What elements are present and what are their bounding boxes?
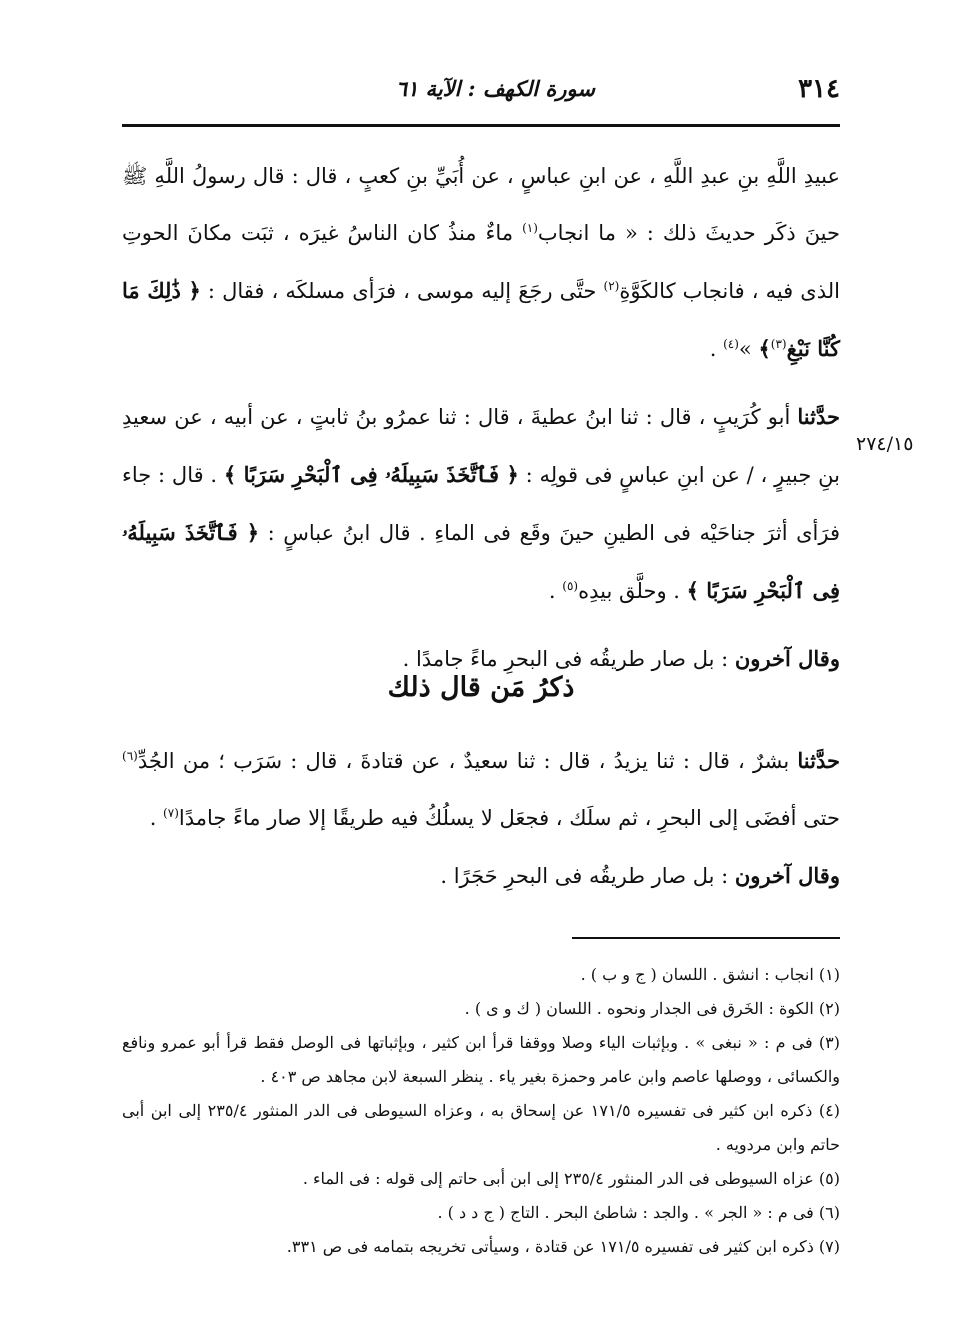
quran-quote-end: ﴾ — [758, 336, 771, 361]
header-rule — [122, 124, 840, 127]
paragraph-lead: حدَّثنا — [797, 404, 840, 429]
paragraph-4 — [122, 732, 840, 847]
paragraph-1 — [122, 148, 840, 378]
footnote-2: (٢) الكوة : الخَرق فى الجدار ونحوه . اللسان ( ك و ى ) . — [464, 999, 840, 1018]
text-segment: : بل صار طريقُه فى البحرِ حَجَرًا . — [440, 864, 735, 888]
footnote-ref-1: (١) — [522, 221, 538, 235]
quran-quote: ﴿ ذَٰلِكَ مَا كُنَّا نَبْغِ — [122, 278, 840, 361]
main-text-continued — [122, 732, 840, 905]
text-segment: . — [709, 337, 724, 361]
footnote-ref-4: (٤) — [723, 337, 739, 351]
paragraph-lead: وقال آخرون — [734, 646, 840, 671]
footnote-ref-5: (٥) — [562, 579, 579, 593]
main-text — [122, 148, 840, 688]
footnote-ref-3: (٣) — [770, 337, 787, 351]
footnote-ref-6: (٦) — [122, 749, 138, 763]
footnote-6: (٦) فى م : « الجر » . والجد : شاطئ البحر . التاج ( ج د د ) . — [437, 1203, 840, 1222]
running-head: سورة الكهف : الآية ٦١ — [395, 76, 595, 101]
text-segment: بشرٌ ، قال : ثنا يزيدُ ، قال : ثنا سعيدٌ ، عن قتادةَ ، قال : سَرَب ؛ من الجُدِّ — [137, 749, 798, 773]
text-segment: : بل صار طريقُه فى البحرِ ماءً جامدًا . — [402, 647, 735, 671]
text-segment: . — [149, 806, 164, 830]
text-segment: . قال : جاء فرَأى أثرَ جناحَيْه فى الطينِ حينَ وقَع فى الماءِ . قال ابنُ عباسٍ : — [122, 463, 840, 545]
footnote-1: (١) انجاب : انشق . اللسان ( ج و ب ) . — [580, 965, 840, 984]
text-segment: . وحلَّق بيدِه — [578, 579, 687, 603]
text-segment: » — [738, 337, 759, 361]
footnote-4: (٤) ذكره ابن كثير فى تفسيره ١٧١/٥ عن إسحاق به ، وعزاه السيوطى فى الدر المنثور ٢٣٥/٤ إلى ابن أبى حاتم وابن مردويه . — [122, 1101, 841, 1154]
footnotes — [122, 958, 840, 1264]
footnote-ref-7: (٧) — [163, 806, 179, 820]
quran-quote: ﴿ فَٱتَّخَذَ سَبِيلَهُۥ فِى ٱلْبَحْرِ سَرَبًا ﴾ — [223, 462, 519, 487]
quran-quote: ﴿ فَٱتَّخَذَ سَبِيلَهُۥ فِى ٱلْبَحْرِ سَرَبًا ﴾ — [122, 520, 840, 603]
paragraph-lead: حدَّثنا — [797, 748, 840, 773]
footnote-ref-2: (٢) — [603, 279, 620, 293]
text-segment: ماءٌ منذُ كان الناسُ غيرَه ، ثبَت مكانَ الحوتِ الذى فيه ، فانجاب كالكَوَّةِ — [122, 221, 840, 303]
page-header — [122, 74, 840, 114]
paragraph-2 — [122, 388, 840, 620]
page-number: ٣١٤ — [798, 74, 840, 104]
footnote-rule — [572, 937, 840, 939]
paragraph-5 — [122, 847, 840, 905]
text-segment: عبيدِ اللَّهِ بنِ عبدِ اللَّهِ ، عن ابنِ عباسٍ ، عن أُبَيِّ بنِ كعبٍ ، قال : قال رسولُ اللَّهِ ﷺ حينَ ذكَر حديثَ ذلك : « ما انجاب — [122, 164, 840, 245]
section-heading: ذكرُ مَن قال ذلك — [387, 672, 575, 703]
footnote-3: (٣) فى م : « نبغى » . وبإثبات الياء وصلا ووقفا قرأ ابن كثير ، وبإثباتها فى الوصل فقط قرأ أبو عمرو ونافع والكسائى ، ووصلها عاصم وابن عامر وحمزة بغير ياء . ينظر السبعة لابن مجاهد ص ٤٠٣ . — [122, 1033, 840, 1086]
text-segment: . — [548, 579, 563, 603]
margin-reference: ٢٧٤/١٥ — [856, 433, 914, 455]
footnote-7: (٧) ذكره ابن كثير فى تفسيره ١٧١/٥ عن قتادة ، وسيأتى تخريجه بتمامه فى ص ٣٣١. — [286, 1237, 840, 1256]
text-segment: حتَّى رجَعَ إليه موسى ، فرَأى مسلكَه ، فقال : — [200, 279, 604, 303]
text-segment: أبو كُرَيبٍ ، قال : ثنا ابنُ عطيةَ ، قال : ثنا عمرُو بنُ ثابتٍ ، عن أبيه ، عن سعيدِ بنِ جبيرٍ ، / عن ابنِ عباسٍ فى قولِه : — [122, 405, 841, 487]
text-segment: حتى أفضَى إلى البحرِ ، ثم سلَك ، فجعَل لا يسلُكُ فيه طريقًا إلا صار ماءً جامدًا — [178, 806, 840, 830]
paragraph-lead: وقال آخرون — [734, 863, 840, 888]
footnote-5: (٥) عزاه السيوطى فى الدر المنثور ٢٣٥/٤ إلى ابن أبى حاتم إلى قوله : فى الماء . — [302, 1169, 840, 1188]
